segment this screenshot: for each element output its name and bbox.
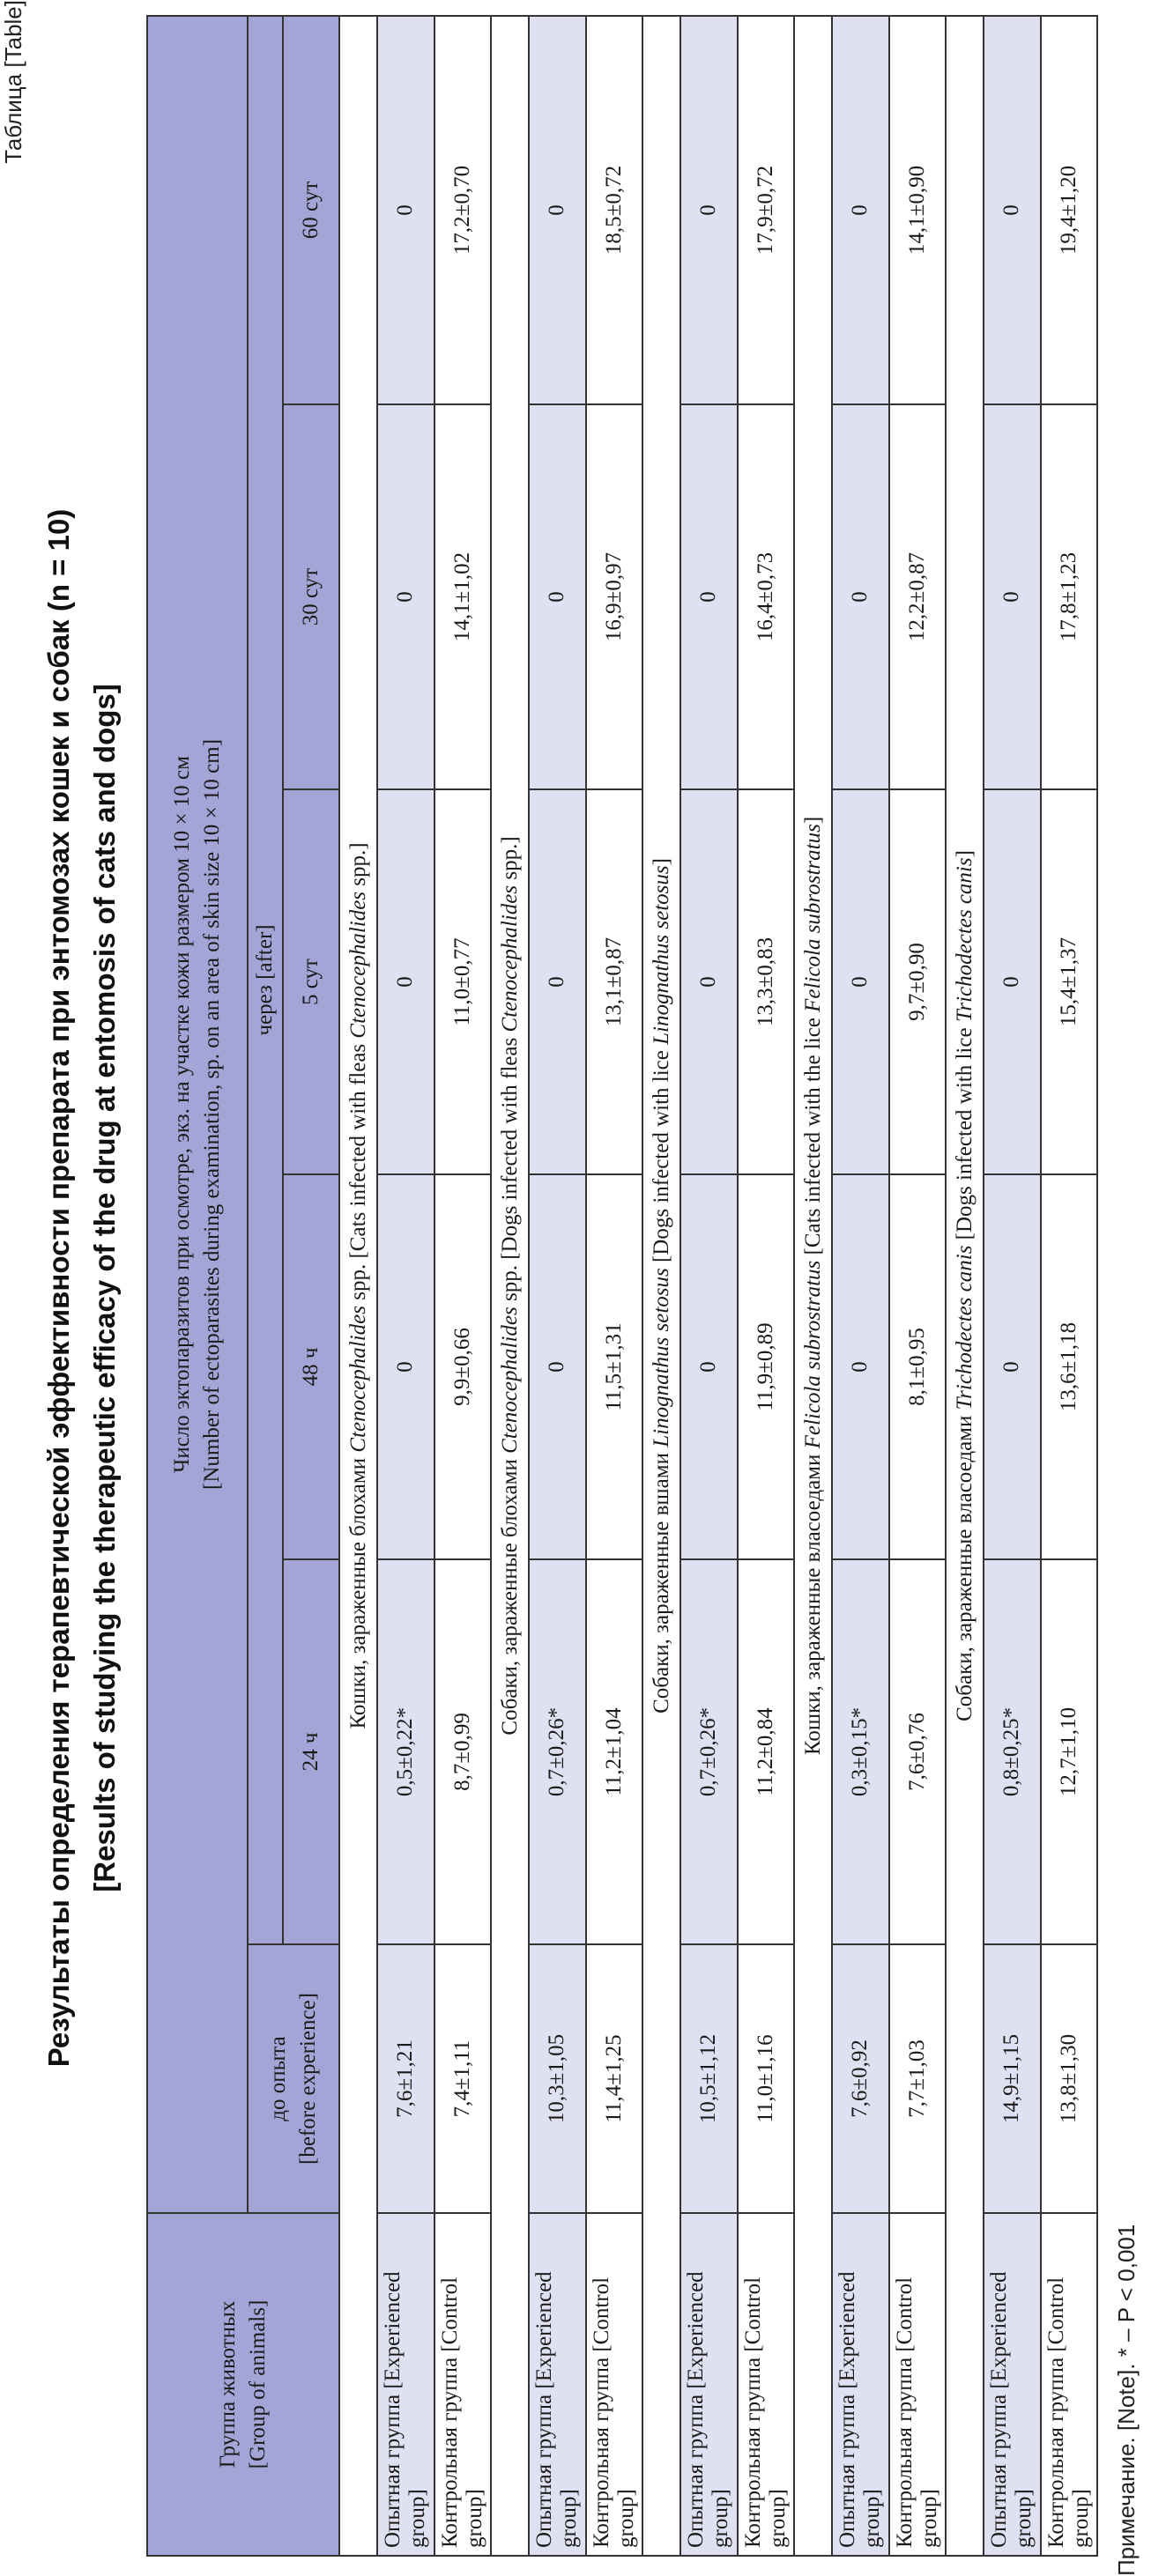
value-cell: 7,6±1,21 — [377, 1944, 434, 2213]
value-cell: 0 — [984, 16, 1040, 404]
value-cell: 13,8±1,30 — [1041, 1944, 1097, 2213]
section-text: Собаки, зараженные вшами — [649, 1447, 673, 1714]
group-cell: Опытная группа [Experienced group] — [529, 2213, 585, 2556]
value-cell: 0,5±0,22* — [377, 1559, 434, 1944]
group-cell: Контрольная группа [Control group] — [1041, 2213, 1097, 2556]
title-russian: Результаты определения терапевтической эффективности препарата при энтомозах кошек и собак (n = 10) — [42, 508, 75, 2068]
section-text: spp.] — [345, 842, 370, 892]
value-cell: 0,7±0,26* — [529, 1559, 585, 1944]
group-cell: Опытная группа [Experienced group] — [377, 2213, 434, 2556]
header-after: через [after] — [248, 16, 283, 1944]
table-body — [339, 16, 1097, 2556]
header-period: 30 сут — [283, 404, 339, 789]
table-note: Примечание. [Note]. * – P < 0,001 — [1113, 2224, 1140, 2576]
section-title — [339, 16, 378, 2556]
value-cell: 0 — [529, 16, 585, 404]
value-cell: 8,7±0,99 — [434, 1559, 491, 1944]
section-text: Кошки, зараженные блохами — [345, 1452, 370, 1729]
section-title — [794, 16, 833, 2556]
section-text: [Dogs infected with lice — [952, 1022, 976, 1246]
value-cell: 0 — [377, 789, 434, 1174]
table-row — [984, 16, 1040, 2556]
header-period: 5 сут — [283, 789, 339, 1174]
results-table — [146, 15, 1098, 2557]
header-period: 60 сут — [283, 16, 339, 404]
value-cell: 14,1±0,90 — [889, 16, 946, 404]
section-text: Кошки, зараженные власоедами — [800, 1448, 825, 1756]
header-count-en: [Number of ectoparasites during examination, sp. on an area of skin size 10 × 10 cm] — [200, 738, 224, 1490]
value-cell: 9,7±0,90 — [889, 789, 946, 1174]
header-count-ru: Число эктопаразитов при осмотре, экз. на участке кожи размером 10 × 10 см — [170, 756, 195, 1473]
header-before-en: [before experience] — [295, 1993, 320, 2165]
value-cell: 0 — [832, 789, 888, 1174]
table-row — [586, 16, 642, 2556]
value-cell: 11,9±0,89 — [738, 1174, 794, 1559]
value-cell: 0 — [984, 789, 1040, 1174]
group-cell: Контрольная группа [Control group] — [434, 2213, 491, 2556]
value-cell: 0 — [984, 1174, 1040, 1559]
value-cell: 12,2±0,87 — [889, 404, 946, 789]
value-cell: 11,2±0,84 — [738, 1559, 794, 1944]
group-cell: Контрольная группа [Control group] — [738, 2213, 794, 2556]
section-text: ] — [649, 858, 673, 866]
header-count-cell — [147, 16, 248, 2213]
section-row — [642, 16, 681, 2556]
value-cell: 0 — [529, 404, 585, 789]
value-cell: 14,1±1,02 — [434, 404, 491, 789]
table-row — [377, 16, 434, 2556]
section-genus: Ctenocephalides — [497, 1307, 522, 1454]
section-genus: Trichodectes canis — [952, 857, 976, 1023]
value-cell: 0 — [680, 404, 737, 789]
section-genus: Ctenocephalides — [345, 1306, 370, 1453]
section-genus: Ctenocephalides — [345, 891, 370, 1039]
value-cell: 17,8±1,23 — [1041, 404, 1097, 789]
group-cell: Опытная группа [Experienced group] — [984, 2213, 1040, 2556]
value-cell: 0 — [377, 16, 434, 404]
group-cell: Опытная группа [Experienced group] — [680, 2213, 737, 2556]
section-genus: Ctenocephalides — [497, 885, 522, 1033]
table-row — [889, 16, 946, 2556]
section-text: spp. [Dogs infected with fleas — [497, 1032, 522, 1307]
value-cell: 18,5±0,72 — [586, 16, 642, 404]
value-cell: 0 — [529, 789, 585, 1174]
section-text: [Cats infected with the lice — [800, 1011, 825, 1261]
section-row — [946, 16, 984, 2556]
table-row — [680, 16, 737, 2556]
value-cell: 16,9±0,97 — [586, 404, 642, 789]
table-label: Таблица [Table] — [0, 0, 26, 164]
section-row — [794, 16, 833, 2556]
value-cell: 13,1±0,87 — [586, 789, 642, 1174]
value-cell: 15,4±1,37 — [1041, 789, 1097, 1174]
section-text: spp.] — [497, 836, 522, 885]
value-cell: 11,0±1,16 — [738, 1944, 794, 2213]
value-cell: 0 — [832, 16, 888, 404]
section-text: Собаки, зараженные блохами — [497, 1453, 522, 1736]
value-cell: 8,1±0,95 — [889, 1174, 946, 1559]
value-cell: 11,0±0,77 — [434, 789, 491, 1174]
header-group-ru: Группа животных — [216, 2300, 241, 2469]
table-row — [434, 16, 491, 2556]
section-text: Собаки, зараженные власоедами — [952, 1410, 976, 1721]
value-cell: 0 — [529, 1174, 585, 1559]
section-genus: Felicola subrostratus — [800, 824, 825, 1012]
header-period: 24 ч — [283, 1559, 339, 1944]
value-cell: 7,6±0,92 — [832, 1944, 888, 2213]
header-group-en: [Group of animals] — [245, 2299, 270, 2469]
value-cell: 11,2±1,04 — [586, 1559, 642, 1944]
section-title — [491, 16, 530, 2556]
value-cell: 11,4±1,25 — [586, 1944, 642, 2213]
table-row — [738, 16, 794, 2556]
header-period: 48 ч — [283, 1174, 339, 1559]
group-cell: Опытная группа [Experienced group] — [832, 2213, 888, 2556]
section-text: [Dogs infected with lice — [649, 1044, 673, 1269]
value-cell: 16,4±0,73 — [738, 404, 794, 789]
value-cell: 12,7±1,10 — [1041, 1559, 1097, 1944]
value-cell: 10,5±1,12 — [680, 1944, 737, 2213]
value-cell: 0 — [377, 404, 434, 789]
value-cell: 10,3±1,05 — [529, 1944, 585, 2213]
section-row — [339, 16, 378, 2556]
header-group-cell — [147, 2213, 339, 2556]
value-cell: 0 — [832, 1174, 888, 1559]
group-cell: Контрольная группа [Control group] — [889, 2213, 946, 2556]
section-text: ] — [952, 850, 976, 858]
value-cell: 0 — [377, 1174, 434, 1559]
section-genus: Trichodectes canis — [952, 1245, 976, 1410]
value-cell: 7,4±1,11 — [434, 1944, 491, 2213]
header-before-ru: до опыта — [266, 2036, 291, 2121]
value-cell: 0,8±0,25* — [984, 1559, 1040, 1944]
value-cell: 9,9±0,66 — [434, 1174, 491, 1559]
section-genus: Linognathus setosus — [649, 1268, 673, 1447]
table-row — [529, 16, 585, 2556]
section-text: spp. [Cats infected with fleas — [345, 1038, 370, 1306]
value-cell: 0,3±0,15* — [832, 1559, 888, 1944]
section-text: ] — [800, 816, 825, 825]
value-cell: 13,3±0,83 — [738, 789, 794, 1174]
value-cell: 7,6±0,76 — [889, 1559, 946, 1944]
section-row — [491, 16, 530, 2556]
value-cell: 0 — [680, 789, 737, 1174]
value-cell: 11,5±1,31 — [586, 1174, 642, 1559]
value-cell: 17,9±0,72 — [738, 16, 794, 404]
value-cell: 7,7±1,03 — [889, 1944, 946, 2213]
value-cell: 0 — [832, 404, 888, 789]
header-before-cell — [248, 1944, 339, 2213]
group-cell: Контрольная группа [Control group] — [586, 2213, 642, 2556]
value-cell: 0 — [984, 404, 1040, 789]
value-cell: 14,9±1,15 — [984, 1944, 1040, 2213]
section-genus: Felicola subrostratus — [800, 1260, 825, 1449]
section-title — [946, 16, 984, 2556]
title-english: [Results of studying the therapeutic efficacy of the drug at entomosis of cats and dogs] — [88, 684, 121, 1892]
section-genus: Linognathus setosus — [649, 865, 673, 1045]
value-cell: 17,2±0,70 — [434, 16, 491, 404]
section-title — [642, 16, 681, 2556]
table-row — [1041, 16, 1097, 2556]
value-cell: 0 — [680, 1174, 737, 1559]
value-cell: 13,6±1,18 — [1041, 1174, 1097, 1559]
value-cell: 0 — [680, 16, 737, 404]
value-cell: 19,4±1,20 — [1041, 16, 1097, 404]
table-row — [832, 16, 888, 2556]
value-cell: 0,7±0,26* — [680, 1559, 737, 1944]
